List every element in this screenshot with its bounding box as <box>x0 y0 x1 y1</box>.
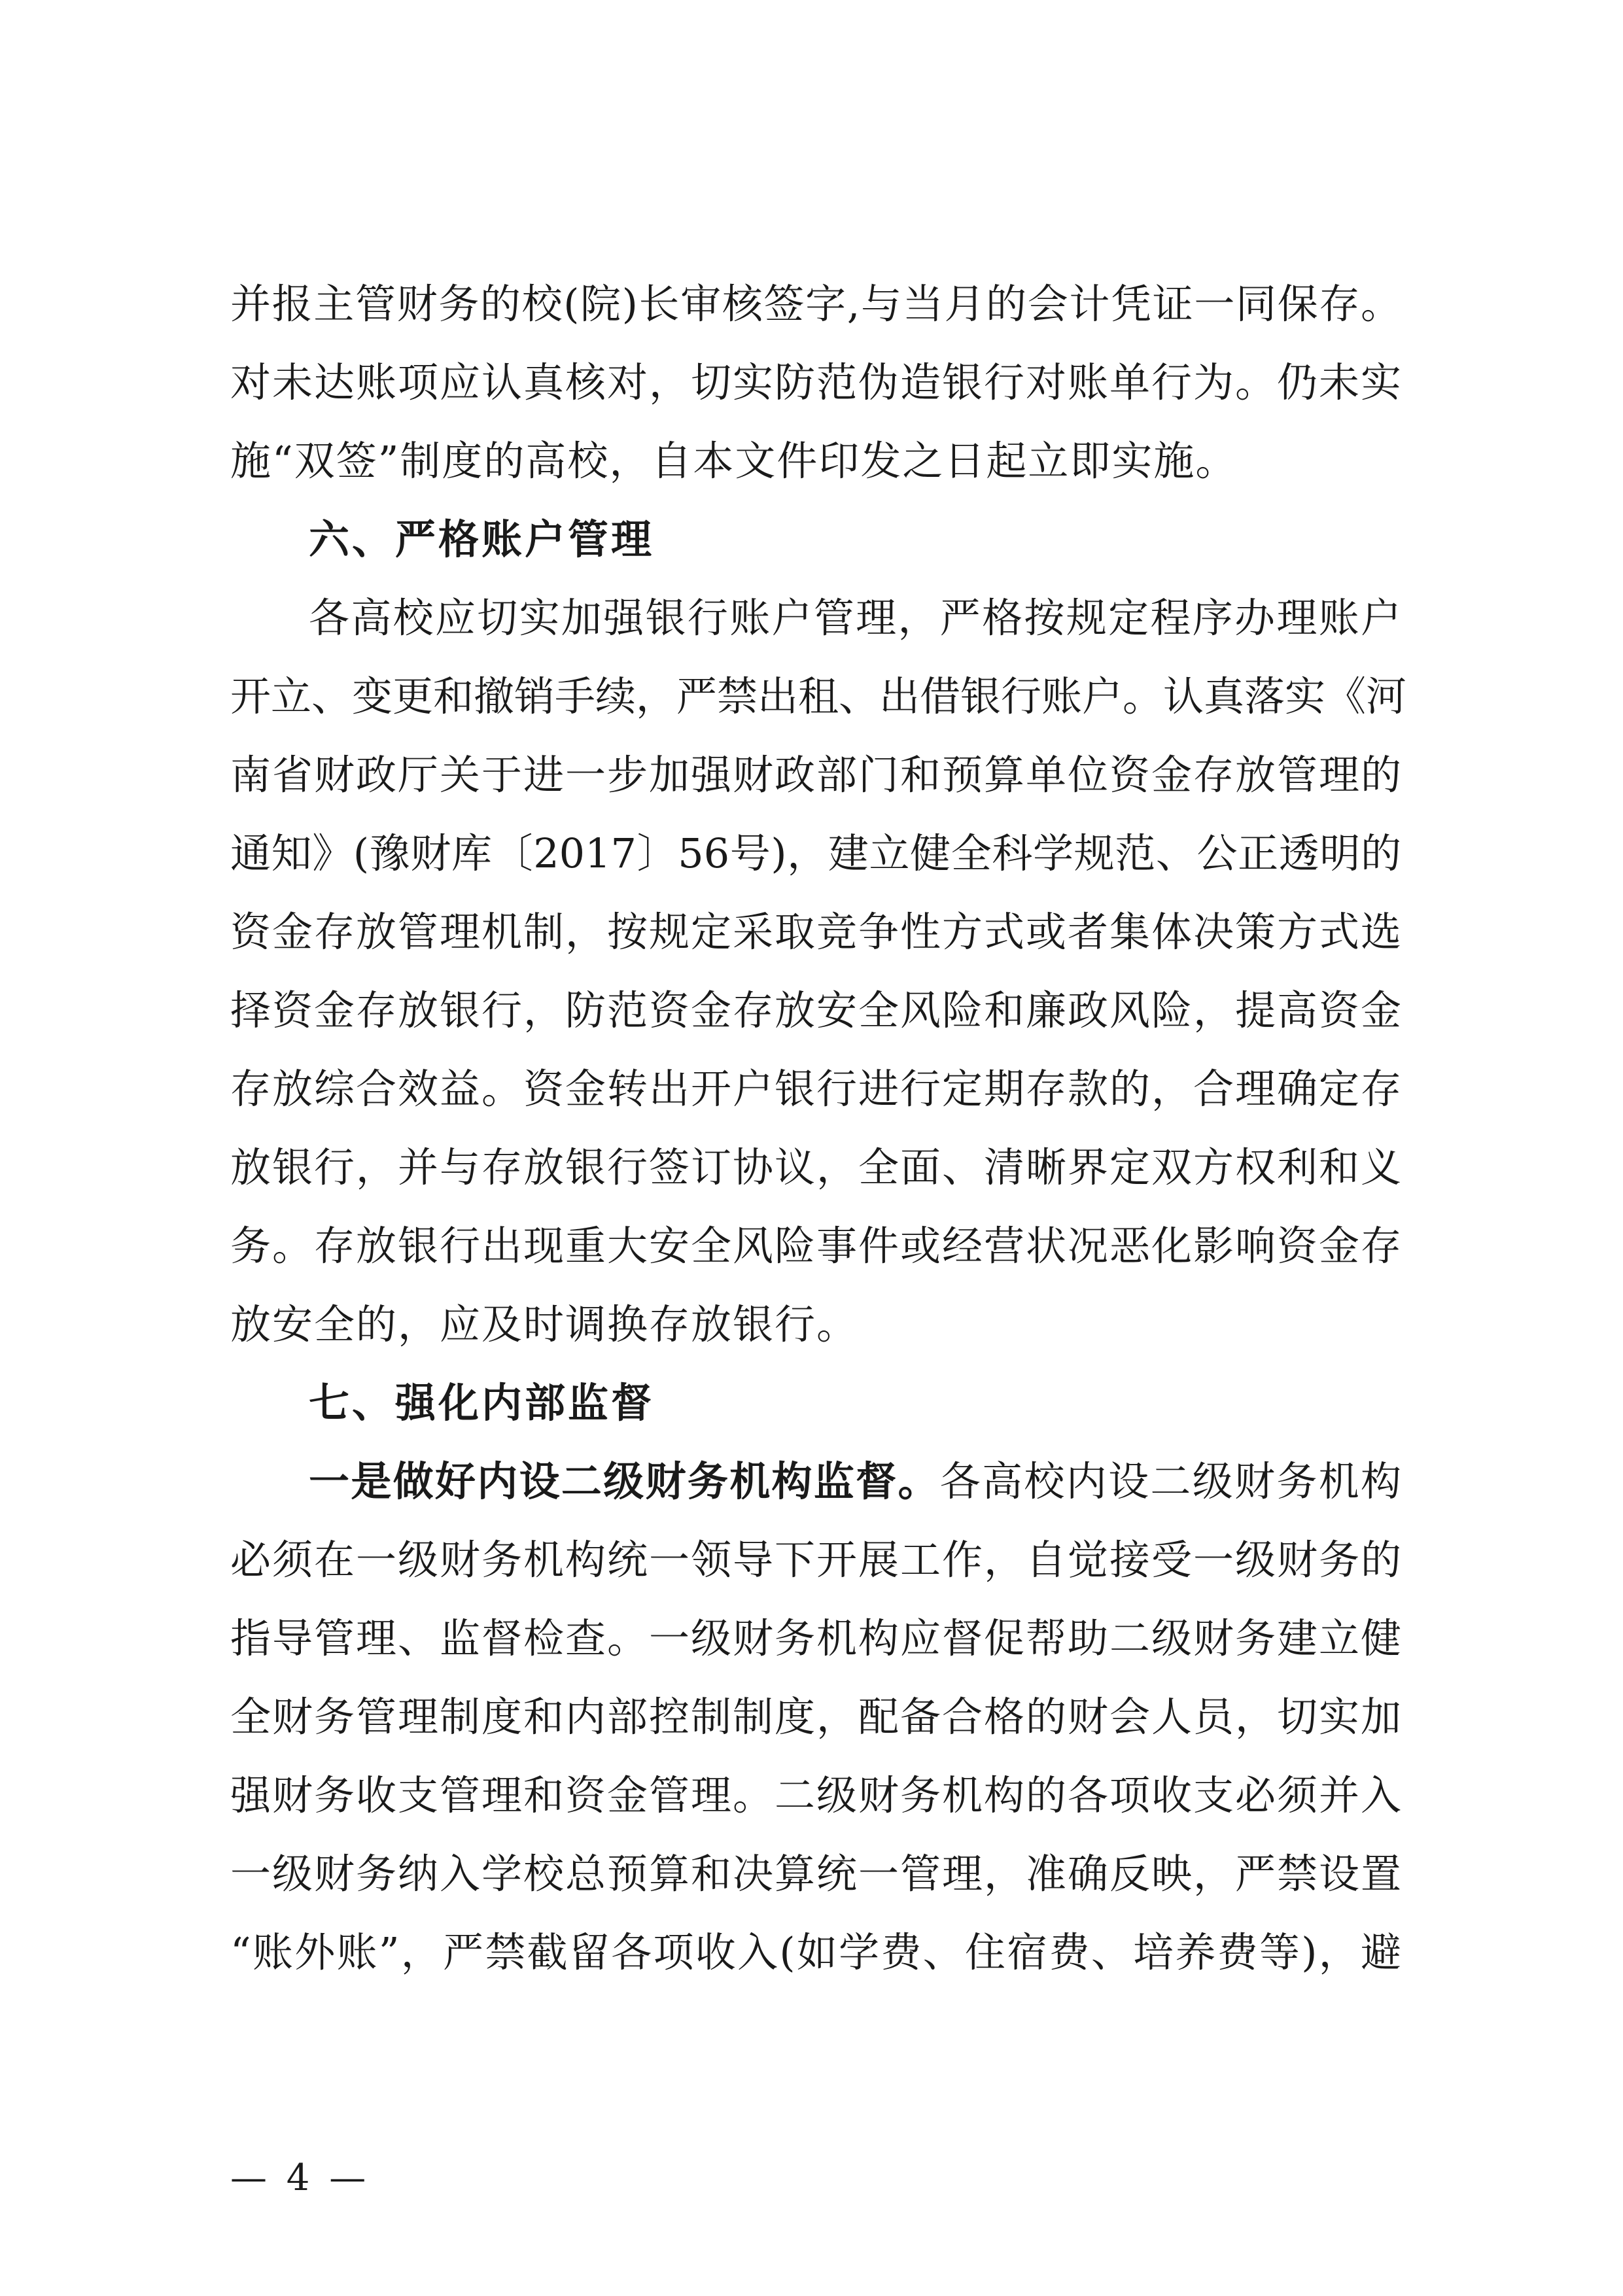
body-text-line: 一级财务纳入学校总预算和决算统一管理，准确反映，严禁设置 <box>230 1850 1401 1898</box>
body-text-line: 开立、变更和撤销手续，严禁出租、出借银行账户。认真落实《河 <box>230 672 1407 720</box>
body-text-line: 各高校应切实加强银行账户管理，严格按规定程序办理账户 <box>309 594 1401 642</box>
body-text-line: 全财务管理制度和内部控制制度，配备合格的财会人员，切实加 <box>230 1693 1401 1741</box>
page-number: — 4 — <box>230 2157 370 2199</box>
body-text-line: 通知》(豫财库〔2017〕56号)，建立健全科学规范、公正透明的 <box>230 829 1401 877</box>
body-text-line: 并报主管财务的校(院)长审核签字,与当月的会计凭证一同保存。 <box>230 280 1401 328</box>
body-text-line: 放银行，并与存放银行签订协议，全面、清晰界定双方权利和义 <box>230 1143 1401 1191</box>
body-text-line <box>309 1449 1401 1514</box>
body-text-line: 强财务收支管理和资金管理。二级财务机构的各项收支必须并入 <box>230 1771 1401 1819</box>
bold-lead-phrase: 一是做好内设二级财务机构监督。 <box>309 1457 940 1505</box>
body-text-line: 择资金存放银行，防范资金存放安全风险和廉政风险，提高资金 <box>230 986 1401 1034</box>
body-text-line: “账外账”，严禁截留各项收入(如学费、住宿费、培养费等)，避 <box>230 1928 1401 1976</box>
body-text-run: 各高校内设二级财务机构 <box>939 1457 1401 1505</box>
section-heading-6: 六、严格账户管理 <box>309 515 655 563</box>
body-text-line: 资金存放管理机制，按规定采取竞争性方式或者集体决策方式选 <box>230 908 1401 956</box>
body-text-line: 必须在一级财务机构统一领导下开展工作，自觉接受一级财务的 <box>230 1536 1401 1584</box>
body-text-line: 施“双签”制度的高校，自本文件印发之日起立即实施。 <box>230 437 1238 485</box>
body-text-line: 存放综合效益。资金转出开户银行进行定期存款的，合理确定存 <box>230 1065 1401 1113</box>
body-text-line: 务。存放银行出现重大安全风险事件或经营状况恶化影响资金存 <box>230 1222 1401 1270</box>
body-text-line: 南省财政厅关于进一步加强财政部门和预算单位资金存放管理的 <box>230 751 1401 799</box>
body-text-line: 放安全的，应及时调换存放银行。 <box>230 1300 859 1348</box>
body-text-line: 指导管理、监督检查。一级财务机构应督促帮助二级财务建立健 <box>230 1614 1401 1662</box>
section-heading-7: 七、强化内部监督 <box>309 1379 655 1427</box>
body-text-line: 对未达账项应认真核对，切实防范伪造银行对账单行为。仍未实 <box>230 358 1401 406</box>
